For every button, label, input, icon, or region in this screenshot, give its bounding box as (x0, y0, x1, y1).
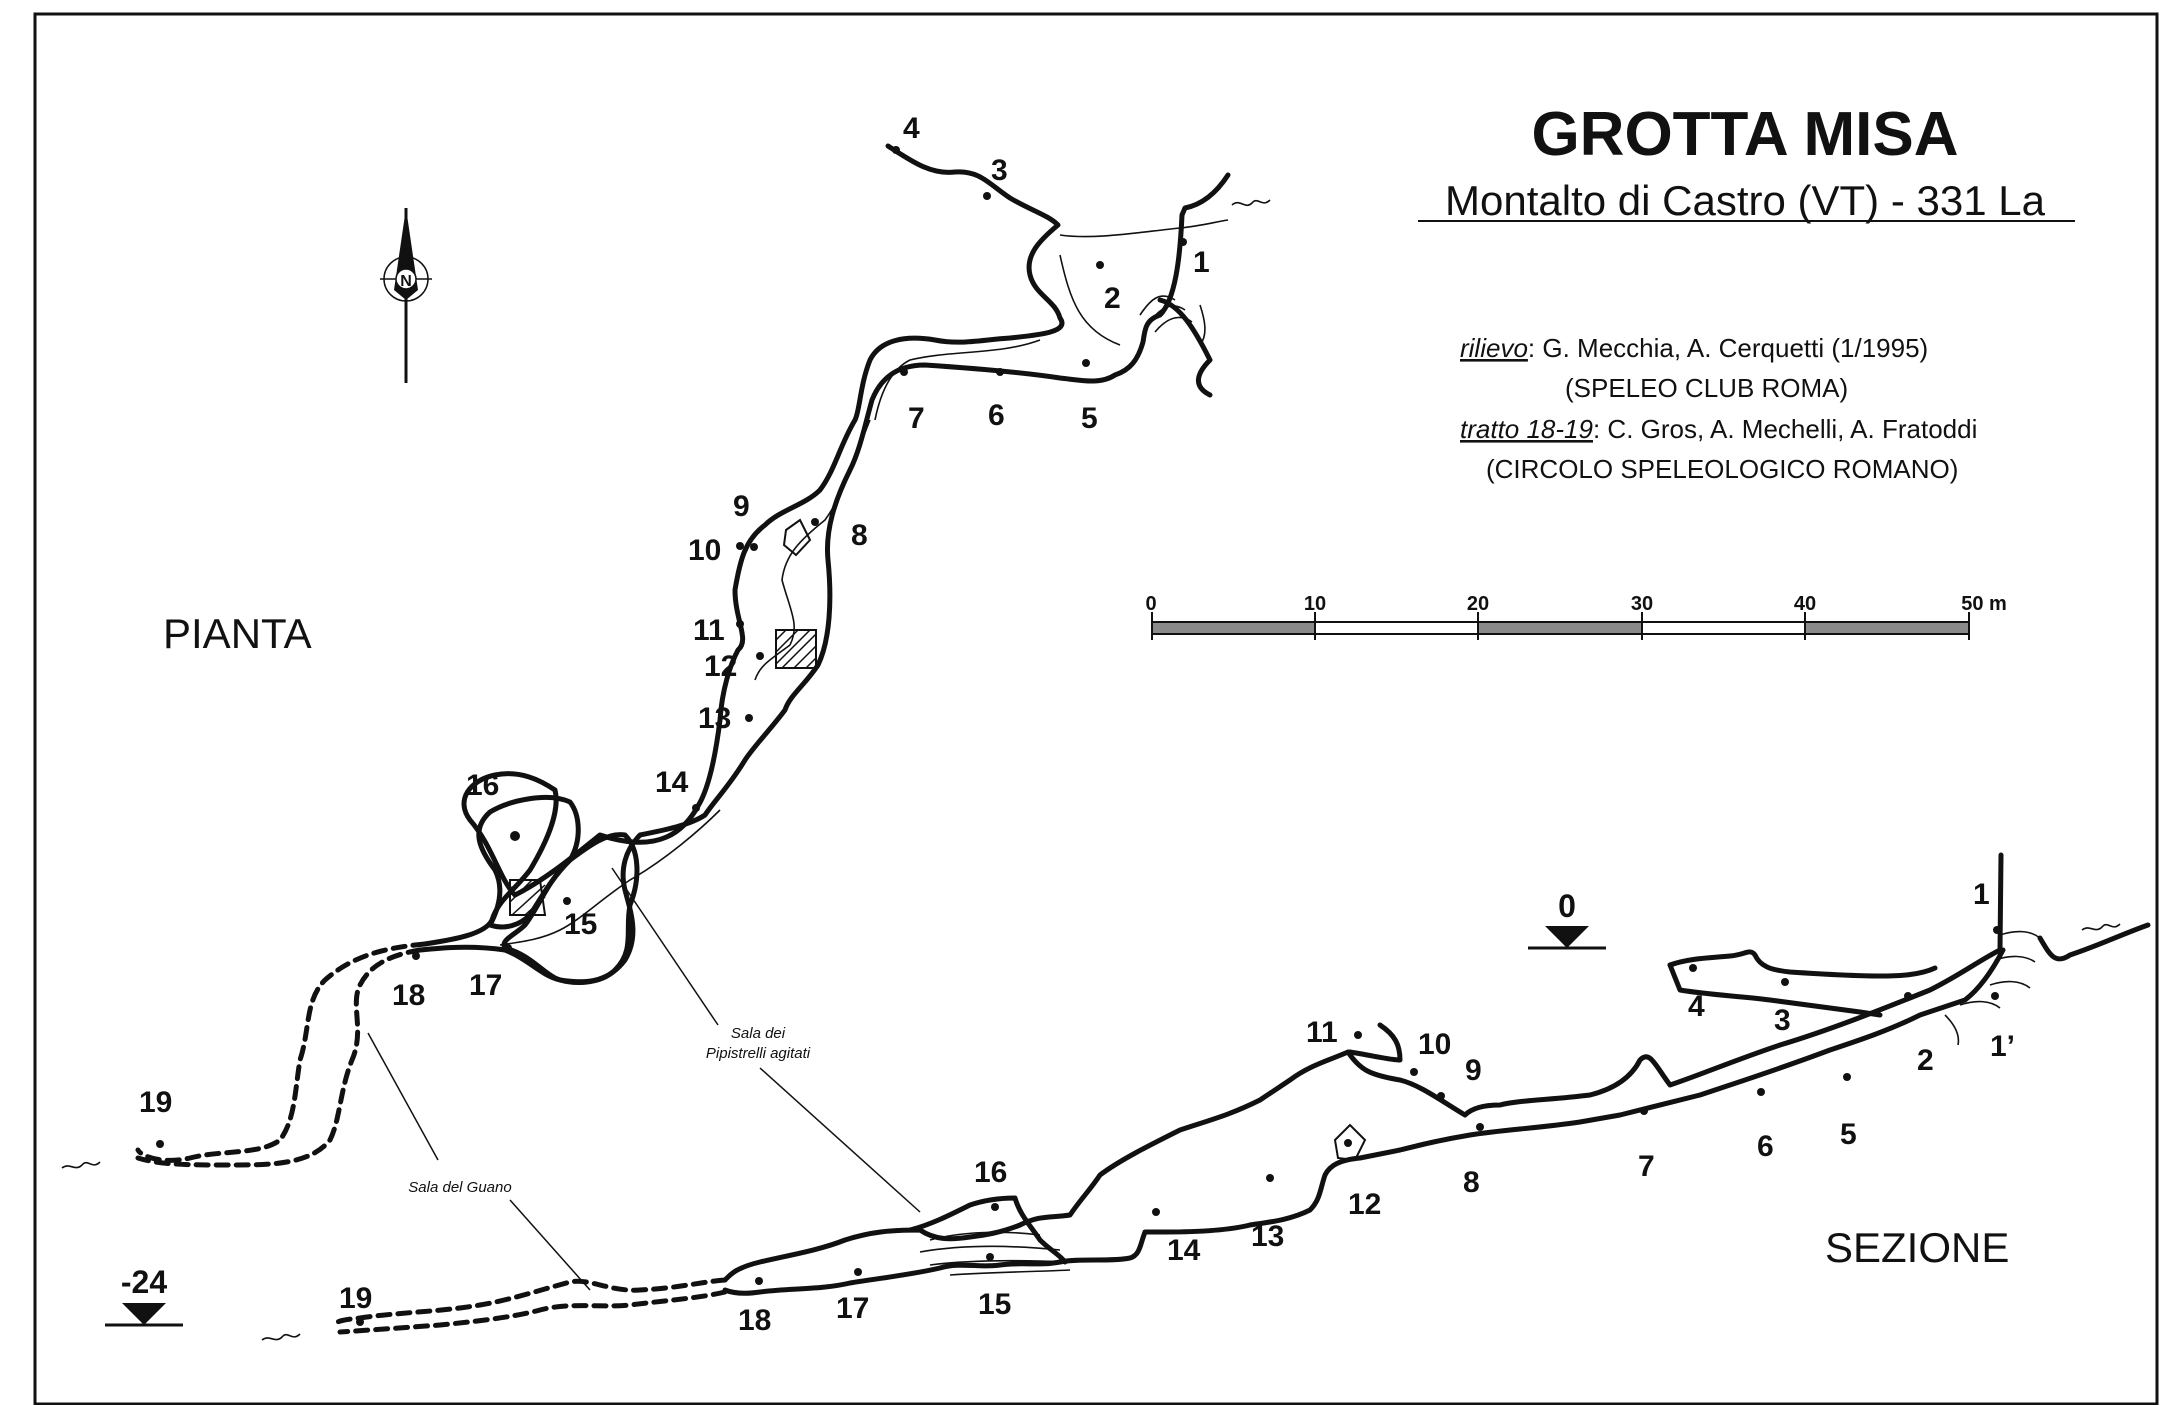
credit-survey (1460, 333, 1928, 363)
section-point-11 (1354, 1031, 1362, 1039)
annotation-pointer-pipistrelli-section (760, 1068, 920, 1212)
plan-station-6: 6 (988, 399, 1005, 432)
section-point-19 (356, 1318, 364, 1326)
section-outflow-icon (262, 1334, 300, 1340)
plan-station-10: 10 (688, 534, 722, 567)
plan-point-15 (563, 897, 571, 905)
plan-station-8: 8 (851, 519, 868, 552)
scale-segment-4 (1642, 622, 1805, 634)
scale-tick-40: 40 (1793, 593, 1817, 615)
credit-stretch-label: tratto 18-19 (1460, 414, 1593, 444)
section-point-3 (1781, 978, 1789, 986)
section-station-10: 10 (1418, 1028, 1452, 1061)
section-point-2 (1904, 992, 1912, 1000)
section-label: SEZIONE (1825, 1224, 2010, 1271)
credit-survey-text: : G. Mecchia, A. Cerquetti (1/1995) (1527, 333, 1929, 363)
plan-station-2: 2 (1104, 282, 1121, 315)
plan-station-12: 12 (704, 650, 738, 683)
scale-segment-5 (1805, 622, 1969, 634)
plan-point-18 (412, 952, 420, 960)
plan-point-5 (1082, 359, 1090, 367)
scale-tick-50: 50 m (1961, 593, 2007, 615)
north-arrow-icon (380, 208, 432, 383)
section-station-18: 18 (738, 1304, 772, 1337)
section-point-17 (854, 1268, 862, 1276)
section-point-8 (1476, 1123, 1484, 1131)
plan-station-18: 18 (392, 979, 426, 1012)
plan-station-9: 9 (733, 490, 750, 523)
section-station-14: 14 (1167, 1234, 1201, 1267)
scale-tick-0: 0 (1145, 593, 1157, 615)
section-station-12: 12 (1348, 1188, 1382, 1221)
plan-station-4: 4 (903, 112, 920, 145)
plan-point-11 (736, 620, 744, 628)
scale-tick-10: 10 (1303, 593, 1327, 615)
section-point-1 (1993, 926, 2001, 934)
section-floor (725, 950, 2003, 1293)
credit-stretch (1460, 414, 1977, 444)
plan-station-3: 3 (991, 154, 1008, 187)
scale-bar (1145, 593, 2006, 640)
scale-segment-3 (1478, 622, 1642, 634)
section-point-14 (1152, 1208, 1160, 1216)
plan-station-17: 17 (469, 969, 503, 1002)
section-point-16 (991, 1203, 999, 1211)
depth-triangle-icon (1545, 926, 1589, 948)
plan-dashed-wall-lower (138, 950, 420, 1165)
section-station-17: 17 (836, 1292, 870, 1325)
plan-point-6 (996, 368, 1004, 376)
plan-inflow-icon (1232, 200, 1270, 205)
scale-segment-1 (1152, 622, 1315, 634)
section-inflow-icon (2082, 924, 2120, 930)
credit-survey-label: rilievo (1460, 333, 1528, 363)
credit-stretch-club: (CIRCOLO SPELEOLOGICO ROMANO) (1486, 454, 1959, 484)
depth-triangle-icon (122, 1303, 166, 1325)
plan-dashed-wall-upper (138, 944, 425, 1160)
plan-station-19: 19 (139, 1086, 173, 1119)
annotation-pointer-guano-section (510, 1200, 590, 1290)
section-station-11: 11 (1306, 1016, 1338, 1049)
plan-point-17 (504, 944, 512, 952)
plan-point-16 (510, 831, 520, 841)
credit-stretch-text: : C. Gros, A. Mechelli, A. Fratoddi (1592, 414, 1978, 444)
plan-point-7 (900, 368, 908, 376)
section-station-2: 2 (1917, 1044, 1934, 1077)
section-point-10 (1410, 1068, 1418, 1076)
section-point-18 (755, 1277, 763, 1285)
section-station-3: 3 (1774, 1004, 1791, 1037)
section-point-7 (1640, 1107, 1648, 1115)
credit-survey-club: (SPELEO CLUB ROMA) (1565, 373, 1849, 403)
section-point-9 (1437, 1092, 1445, 1100)
plan-point-4 (892, 146, 900, 154)
section-station-7: 7 (1638, 1150, 1655, 1183)
section-point-6 (1757, 1088, 1765, 1096)
plan-point-10 (736, 542, 744, 550)
section-station-19: 19 (339, 1282, 373, 1315)
annotation-sala-pipistrelli-line1: Sala dei (730, 1025, 786, 1042)
section-station-8: 8 (1463, 1166, 1480, 1199)
plan-station-5: 5 (1081, 402, 1098, 435)
section-point-15 (986, 1253, 994, 1261)
section-entrance-wall (2040, 925, 2148, 959)
section-entrance-steps (1945, 932, 2040, 1045)
section-point-1-prime (1991, 992, 1999, 1000)
section-point-5 (1843, 1073, 1851, 1081)
plan-outflow-icon (62, 1162, 100, 1168)
annotation-sala-pipistrelli-line2: Pipistrelli agitati (705, 1045, 811, 1062)
section-station-16: 16 (974, 1156, 1008, 1189)
section-station-5: 5 (1840, 1118, 1857, 1151)
plan-point-19 (156, 1140, 164, 1148)
scale-segment-2 (1315, 622, 1478, 634)
depth-marker-top-label: 0 (1558, 888, 1576, 924)
plan-boulder-12 (776, 630, 816, 668)
depth-marker-bottom-label: -24 (120, 1264, 168, 1300)
north-label: N (400, 273, 412, 290)
section-branch-11 (1350, 1025, 1400, 1060)
map-subtitle: Montalto di Castro (VT) - 331 La (1445, 177, 2045, 224)
plan-station-15: 15 (564, 908, 598, 941)
section-station-13: 13 (1251, 1220, 1285, 1253)
scale-tick-30: 30 (1630, 593, 1654, 615)
scale-tick-20: 20 (1466, 593, 1490, 615)
plan-point-2 (1096, 261, 1104, 269)
plan-station-16: 16 (466, 769, 500, 802)
map-title: GROTTA MISA (1531, 100, 1959, 169)
plan-point-1 (1179, 238, 1187, 246)
plan-station-7: 7 (908, 402, 925, 435)
plan-station-11: 11 (693, 614, 725, 647)
section-point-13 (1266, 1174, 1274, 1182)
plan-point-3 (983, 192, 991, 200)
section-station-9: 9 (1465, 1054, 1482, 1087)
depth-marker-bottom (105, 1264, 183, 1325)
plan-station-14: 14 (655, 766, 689, 799)
annotation-sala-guano: Sala del Guano (408, 1179, 512, 1196)
section-chamber-16 (910, 1198, 1065, 1262)
plan-point-8 (811, 518, 819, 526)
section-station-1: 1 (1973, 878, 1990, 911)
section-station-1-prime: 1’ (1990, 1030, 2016, 1063)
plan-point-12 (756, 652, 764, 660)
plan-point-14 (692, 804, 700, 812)
plan-station-13: 13 (698, 702, 732, 735)
annotation-pointer-guano-plan (368, 1033, 438, 1160)
plan-label: PIANTA (163, 610, 312, 657)
depth-marker-top (1528, 888, 1606, 948)
section-station-15: 15 (978, 1288, 1012, 1321)
section-station-4: 4 (1688, 990, 1705, 1023)
section-point-4 (1689, 964, 1697, 972)
plan-station-1: 1 (1193, 246, 1210, 279)
section-branch-4 (1670, 952, 1935, 976)
section-point-12 (1344, 1139, 1352, 1147)
plan-point-9 (750, 543, 758, 551)
section-station-6: 6 (1757, 1130, 1774, 1163)
plan-point-13 (745, 714, 753, 722)
plan-boulder-8 (784, 520, 810, 555)
